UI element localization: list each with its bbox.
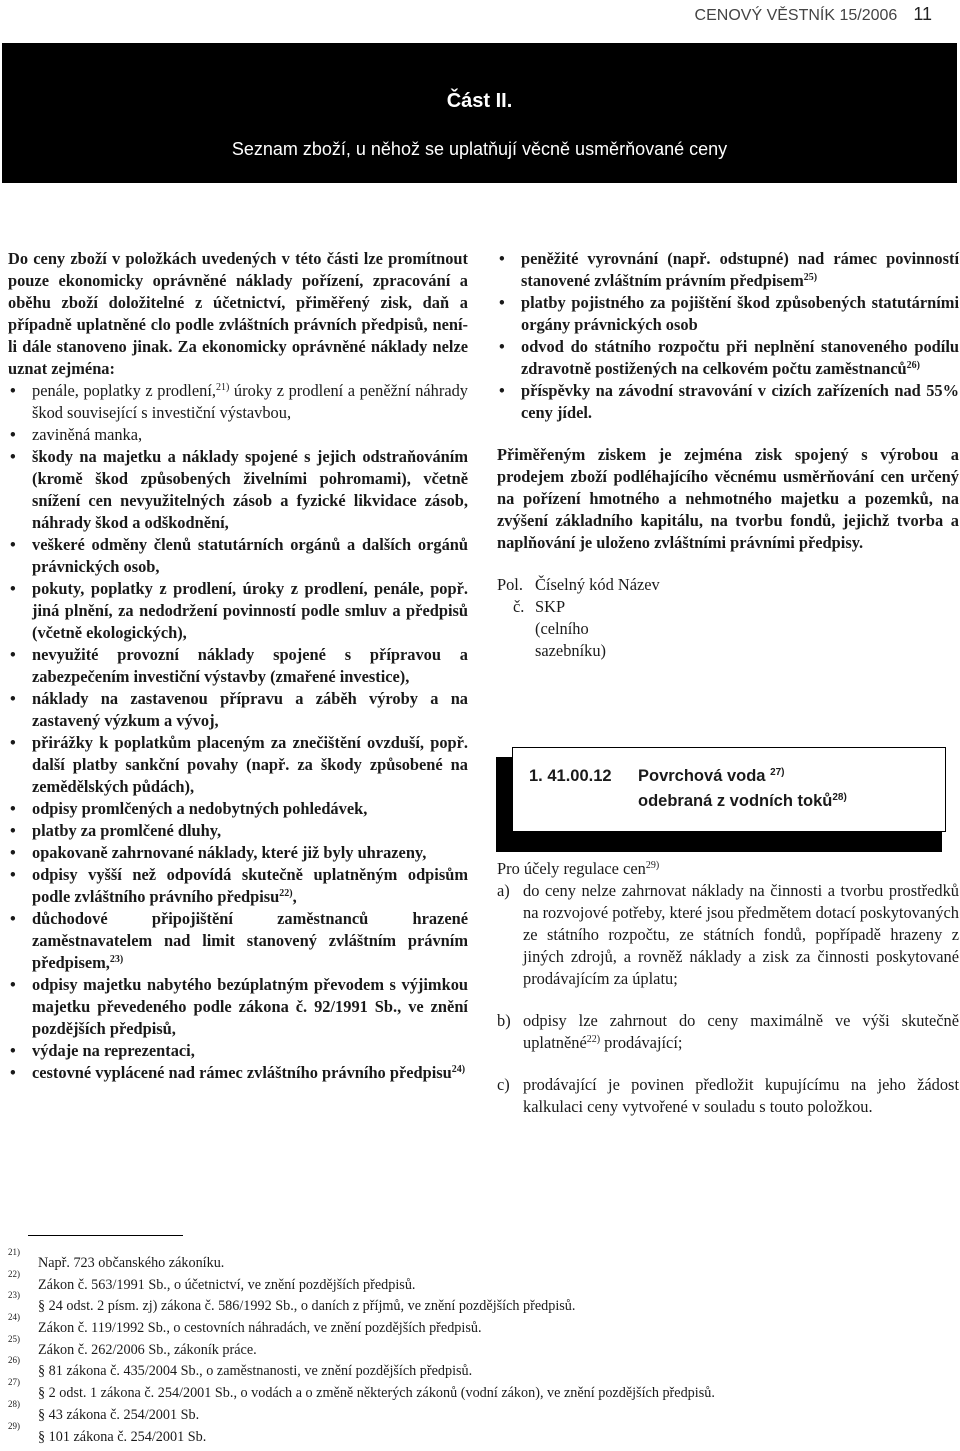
col-sazebniku: sazebníku) [535, 641, 606, 660]
item-code: 1. 41.00.12 [529, 767, 612, 785]
list-item: • výdaje na reprezentaci, [8, 1040, 468, 1062]
list-item: • zaviněná manka, [8, 424, 468, 446]
footnote: 28) § 43 zákona č. 254/2001 Sb. [8, 1398, 200, 1423]
page-number: 11 [913, 4, 932, 24]
profit-paragraph: Přiměřeným ziskem je zejména zisk spojený s výrobou a prodejem zboží podléhajícího věcnému usměrňování cen určený na pořízení hmotného a nehmotného majetku a pozemků, na zvýšení základního kapitálu, na tvorbu fondů, jejichž tvorba a naplňování je uloženo zvláštními právními předpisy. [497, 445, 959, 552]
regulation-section [497, 858, 959, 1118]
list-item: • odpisy vyšší než odpovídá skutečně uplatněným odpisům podle zvláštního právního předpisu$^{22)}$, [8, 864, 468, 908]
list-item: • veškeré odměny členů statutárních orgánů a dalších orgánů právnických osob, [8, 534, 468, 578]
list-item: • peněžité vyrovnání (např. odstupné) nad rámec povinností stanovené zvláštním právním předpisem$^{25)}$ [497, 248, 959, 292]
footnote: 21) Např. 723 občanského zákoníku. [8, 1247, 225, 1271]
left-column [8, 248, 468, 1084]
list-item: • cestovné vyplácené nad rámec zvláštního právního předpisu$^{24)}$ [8, 1062, 468, 1084]
list-item: • nevyužité provozní náklady spojené s přípravou a zabezpečením investiční výstavby (zmařené investice), [8, 644, 468, 688]
footnote: 24) Zákon č. 119/1992 Sb., o cestovních náhradách, ve znění pozdějších předpisů. [8, 1312, 482, 1337]
excluded-costs-continued [497, 248, 959, 424]
list-item: • odvod do státního rozpočtu při neplnění stanoveného podílu zdravotně postižených na celkovém počtu zaměstnanců$^{26)}$ [497, 336, 959, 380]
list-item: a) do ceny nelze zahrnovat náklady na činnosti a tvorbu prostředků na rozvojové potřeby, které jsou předmětem dotací poskytovaných ze státního rozpočtu, ze státních fondů, popřípadě hrazeny z jiných zdrojů, a rovněž náklady a zisk za činnosti poskytované prodávajícím za úplatu; [497, 881, 959, 988]
item-box-content [512, 747, 946, 832]
list-item: • škody na majetku a náklady spojené s jejich odstraňováním (kromě škod způsobených živelními pohromami), včetně snížení cen nevyužitelných zásob a fyzické likvidace zásob, náhrady škod a odškodnění, [8, 446, 468, 534]
list-item: • příspěvky na závodní stravování v cizích zařízeních nad 55% ceny jídel. [497, 380, 959, 424]
section-banner [2, 43, 957, 183]
col-code-name: Číselný kód Název [535, 575, 660, 594]
list-item: • pokuty, poplatky z prodlení, úroky z prodlení, penále, popř. jiná plnění, za nedodržení povinností podle smluv a předpisů (včetně ekologických), [8, 578, 468, 644]
footnote: 23) § 24 odst. 2 písm. zj) zákona č. 586/1992 Sb., o daních z příjmů, ve znění pozdějších předpisů. [8, 1290, 576, 1315]
footnote: 29) § 101 zákona č. 254/2001 Sb. [8, 1420, 207, 1445]
list-item: b) odpisy lze zahrnout do ceny maximálně ve výši skutečně uplatněné$^{22)}$ prodávající; [497, 1011, 959, 1052]
footnote: 27) § 2 odst. 1 zákona č. 254/2001 Sb., o vodách a o změně některých zákonů (vodní zákon), ve znění pozdějších předpisů. [8, 1377, 715, 1402]
list-item: • platby za promlčené dluhy, [8, 820, 468, 842]
regulation-list [497, 880, 959, 1118]
list-item: c) prodávající je povinen předložit kupujícímu na jeho žádost kalkulaci ceny vytvořené v souladu s touto položkou. [497, 1075, 959, 1116]
purposes-line: Pro účely regulace cen$^{29)}$ [497, 859, 660, 878]
item-column-headers [497, 574, 959, 662]
item-name-line2: odebraná z vodních toků$^{28)}$ [638, 792, 847, 810]
col-c: č. [513, 597, 525, 616]
footnote-separator [28, 1235, 183, 1236]
list-item: • platby pojistného za pojištění škod způsobených statutárními orgány právnických osob [497, 292, 959, 336]
page-header [695, 4, 932, 25]
excluded-costs-list [8, 380, 468, 1084]
part-subtitle: Seznam zboží, u něhož se uplatňují věcně usměrňované ceny [231, 139, 728, 159]
col-skp: SKP [535, 597, 566, 616]
list-item: • náklady na zastavenou přípravu a záběh výroby a na zastavený výzkum a vývoj, [8, 688, 468, 732]
footnotes [8, 1247, 715, 1450]
footnote: 25) Zákon č. 262/2006 Sb., zákoník práce. [8, 1333, 257, 1358]
list-item: • odpisy promlčených a nedobytných pohledávek, [8, 798, 468, 820]
right-column [497, 248, 959, 662]
list-item: • přirážky k poplatkům placeným za znečištění ovzduší, popř. další platby sankční povahy (např. za škody způsobené na zemědělských půdách), [8, 732, 468, 798]
item-box [496, 747, 946, 852]
list-item: • odpisy majetku nabytého bezúplatným převodem s výjimkou majetku převedeného podle zákona č. 92/1991 Sb., ve znění pozdějších předpisů, [8, 974, 468, 1040]
list-item: • opakovaně zahrnované náklady, které již byly uhrazeny, [8, 842, 468, 864]
item-name-line1: Povrchová voda $^{27)}$ [638, 767, 785, 785]
list-item: • důchodové připojištění zaměstnanců hrazené zaměstnavatelem nad limit stanovený zvláštním právním předpisem,$^{23)}$ [8, 908, 468, 974]
footnote: 26) § 81 zákona č. 435/2004 Sb., o zaměstnanosti, ve znění pozdějších předpisů. [8, 1355, 473, 1380]
list-item: • penále, poplatky z prodlení,$^{21)}$ úroky z prodlení a peněžní náhrady škod související s investiční výstavbou, [8, 380, 468, 424]
col-pol: Pol. [497, 575, 523, 594]
part-title: Část II. [446, 90, 513, 112]
col-celniho: (celního [535, 619, 589, 638]
intro-paragraph: Do ceny zboží v položkách uvedených v této části lze promítnout pouze ekonomicky oprávněné náklady pořízení, zpracování a oběhu zboží doložitelné z účetnictví, přiměřený zisk, daň a případně uplatněné clo podle zvláštních právních předpisů, není-li dále stanoveno jinak. Za ekonomicky oprávněné náklady nelze uznat zejména: [8, 249, 468, 378]
footnote: 22) Zákon č. 563/1991 Sb., o účetnictví, ve znění pozdějších předpisů. [8, 1268, 416, 1293]
bulletin-title: CENOVÝ VĚSTNÍK 15/2006 [694, 7, 898, 24]
